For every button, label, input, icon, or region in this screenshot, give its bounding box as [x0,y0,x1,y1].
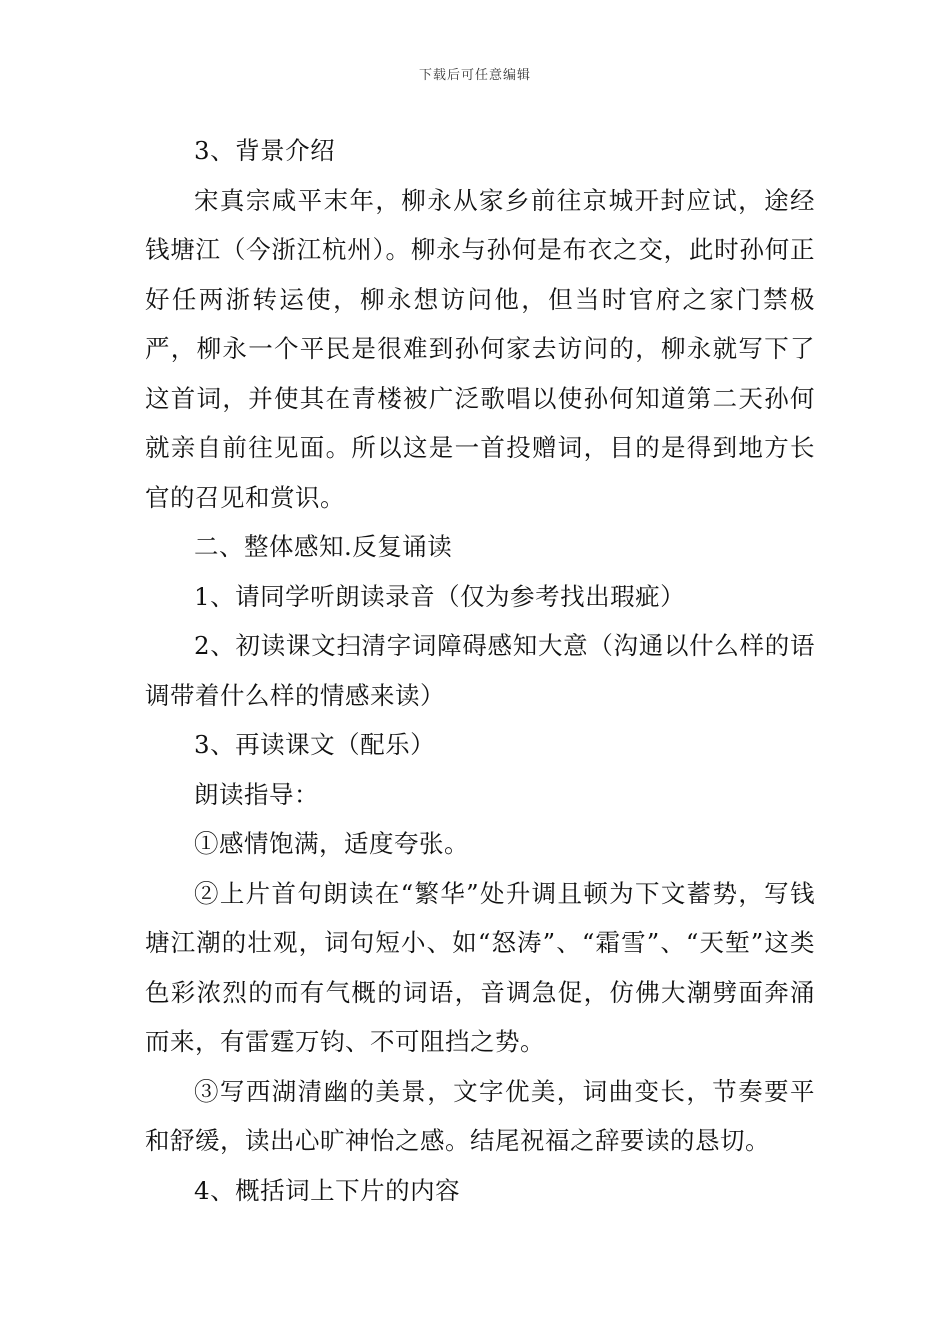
paragraph-background-text: 宋真宗咸平末年，柳永从家乡前往京城开封应试，途经钱塘江（今浙江杭州）。柳永与孙何是布衣之交，此时孙何正好任两浙转运使，柳永想访问他，但当时官府之家门禁极严，柳永一个平民是很难到孙何家去访问的，柳永就写下了这首词，并使其在青楼被广泛歌唱以使孙何知道第二天孙何就亲自前往见面。所以这是一首投赠词，目的是得到地方长官的召见和赏识。 [145,185,815,512]
paragraph-guide-point-2: ②上片首句朗读在“繁华”处升调且顿为下文蓄势，写钱塘江潮的壮观，词句短小、如“怒涛”、“霜雪”、“天堑”这类色彩浓烈的而有气概的词语，音调急促，仿佛大潮劈面奔涌而来，有雷霆万钧、不可阻挡之势。 [145,878,815,1056]
paragraph-guide-point-3: ③写西湖清幽的美景，文字优美，词曲变长，节奏要平和舒缓，读出心旷神怡之感。结尾祝福之辞要读的恳切。 [145,1076,815,1155]
paragraph-section-two-heading: 二、整体感知.反复诵读 [194,532,453,561]
paragraph-guide-point-1: ①感情饱满，适度夸张。 [194,829,469,858]
paragraph-reading-guide-heading: 朗读指导： [194,779,319,809]
paragraph-listen-recording: 1、请同学听朗读录音（仅为参考找出瑕疵） [194,581,686,611]
paragraph-summarize-heading: 4、概括词上下片的内容 [194,1175,461,1205]
paragraph-first-reading: 2、初读课文扫清字词障碍感知大意（沟通以什么样的语调带着什么样的情感来读） [145,631,815,710]
page-header-note: 下载后可任意编辑 [418,68,531,83]
document-body [145,126,815,1215]
paragraph-background-heading: 3、背景介绍 [194,136,336,165]
paragraph-second-reading: 3、再读课文（配乐） [194,730,436,759]
